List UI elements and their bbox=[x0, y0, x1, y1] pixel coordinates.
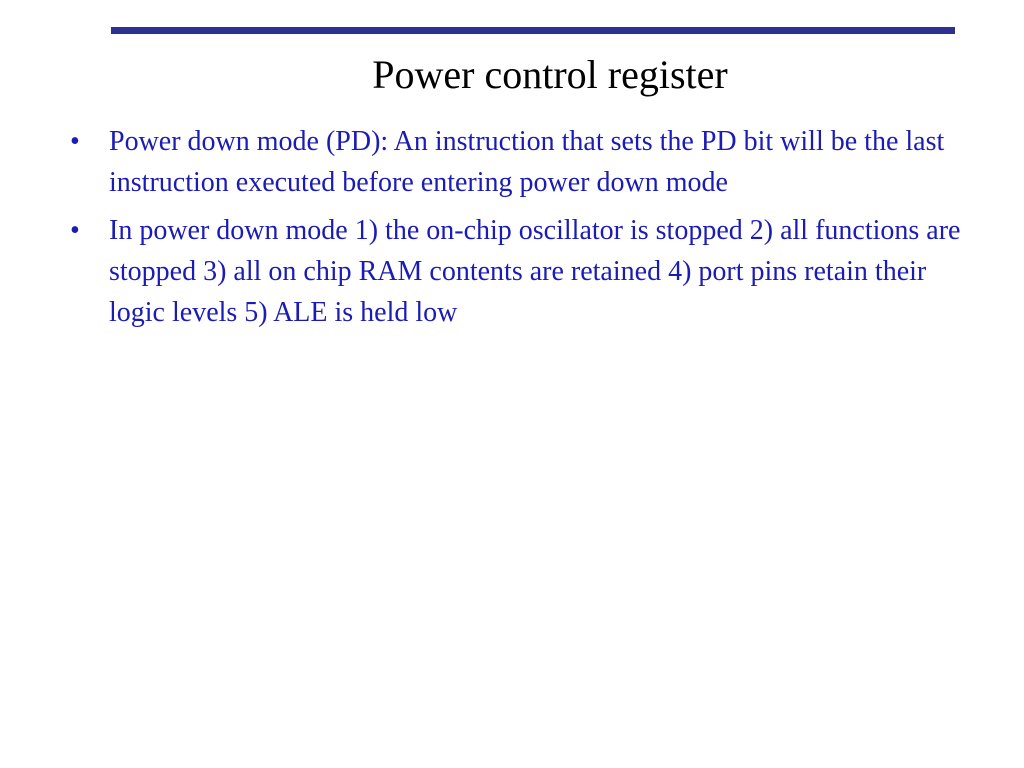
bullet-text: In power down mode 1) the on-chip oscillator is stopped 2) all functions are stopped 3) all on chip RAM contents are retained 4) port pins retain their logic levels 5) ALE is held low bbox=[109, 215, 961, 328]
bullet-list bbox=[70, 121, 970, 340]
bullet-marker: • bbox=[70, 215, 80, 246]
bullet-marker: • bbox=[70, 126, 80, 157]
title-divider bbox=[111, 27, 955, 34]
bullet-item-power-down-effects bbox=[70, 210, 970, 333]
bullet-text: Power down mode (PD): An instruction that sets the PD bit will be the last instruction executed before entering power down mode bbox=[109, 126, 945, 198]
bullet-item-power-down-mode bbox=[70, 121, 970, 203]
slide-title: Power control register bbox=[372, 52, 728, 97]
